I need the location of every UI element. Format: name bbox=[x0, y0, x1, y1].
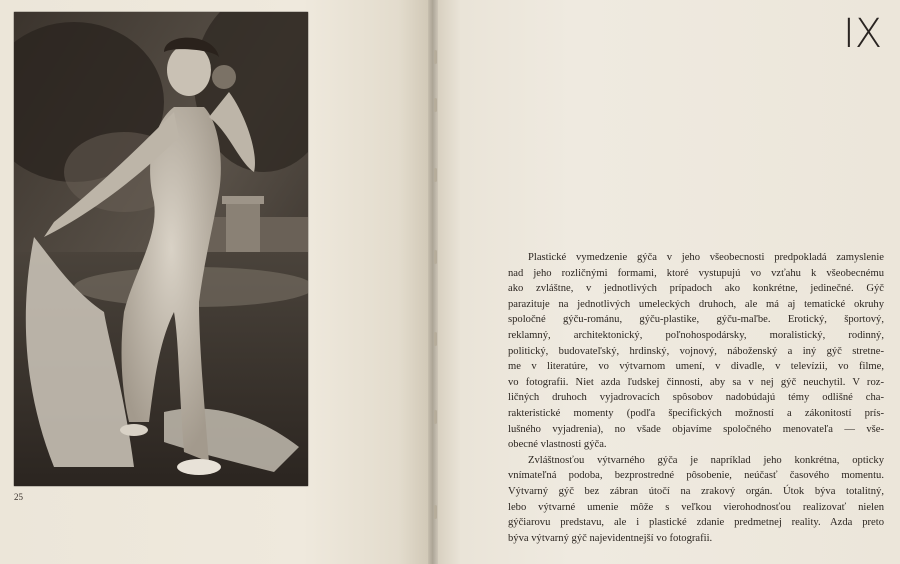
text-line: nad jeho rozličnými formami, ktoré vystupujú vo vzťahu k všeobecnému bbox=[508, 267, 884, 279]
binding-stitch bbox=[434, 50, 437, 64]
text-line: vo fotografii. Niet azda ľudskej činnosti, aby sa v nej gýč neuchytil. V roz- bbox=[508, 376, 884, 388]
text-line: býva výtvarný gýč najevidentnejší vo fotografii. bbox=[508, 532, 713, 544]
paragraph-2 bbox=[508, 453, 884, 547]
text-line: me v literatúre, vo výtvarnom umení, v divadle, v televízii, vo filme, bbox=[508, 361, 884, 373]
text-line: obecné vlastnosti gýča. bbox=[508, 439, 607, 451]
text-line: rakteristické momenty (podľa špecifických možností a zákonitostí prís- bbox=[508, 407, 884, 419]
text-line: parazituje na jednotlivých umeleckých druhoch, ale má aj tematické okruhy bbox=[508, 298, 884, 310]
chapter-numeral: IX bbox=[843, 11, 883, 57]
text-line: politický, budovateľský, hrdinský, vojnový, náboženský a iný gýč stretne- bbox=[508, 345, 884, 357]
left-page bbox=[0, 0, 433, 564]
paragraph-1 bbox=[508, 250, 884, 453]
text-line: ako zvláštne, v jednotlivých prípadoch ako konkrétne, jedinečné. Gýč bbox=[508, 283, 884, 295]
text-line: lušného vyjadrenia), no všade objavíme spoločného menovateľa — vše- bbox=[508, 423, 884, 435]
page-number: 25 bbox=[14, 492, 23, 502]
binding-stitch bbox=[434, 98, 437, 112]
text-line: lebo výtvarné umenie môže s veľkou vierohodnosťou realizovať nielen bbox=[508, 501, 884, 513]
text-line: gýčiarovu predstavu, ale i plastické zdanie predmetnej reality. Azda preto bbox=[508, 517, 884, 529]
text-line: Plastické vymedzenie gýča v jeho všeobecnosti predpokladá zamyslenie bbox=[528, 252, 884, 263]
vintage-photograph-icon bbox=[14, 12, 308, 486]
text-line: Výtvarný gýč bez zábran útočí na zrakový orgán. Útok býva totalitný, bbox=[508, 485, 884, 497]
text-line: vnímateľná podoba, bezprostredné pôsobenie, neúčasť časového momentu. bbox=[508, 470, 884, 482]
binding-stitch bbox=[434, 505, 437, 519]
body-text bbox=[508, 250, 884, 546]
binding-stitch bbox=[434, 332, 437, 346]
binding-stitch bbox=[434, 410, 437, 424]
binding-stitch bbox=[434, 168, 437, 182]
text-line: Zvláštnosťou výtvarného gýča je napríklad jeho konkrétna, opticky bbox=[528, 454, 884, 466]
book-gutter bbox=[428, 0, 438, 564]
text-line: ličných druhoch vyjadrovacích spôsobov nadobúdajú témy odlišné cha- bbox=[508, 392, 884, 404]
binding-stitch bbox=[434, 250, 437, 264]
text-line: spoločné gýču-románu, gýču-plastike, gýču-maľbe. Erotický, športový, bbox=[508, 314, 884, 326]
vintage-photograph bbox=[14, 12, 308, 486]
text-line: reklamný, architektonický, poľnohospodársky, moralistický, rodinný, bbox=[508, 329, 884, 341]
